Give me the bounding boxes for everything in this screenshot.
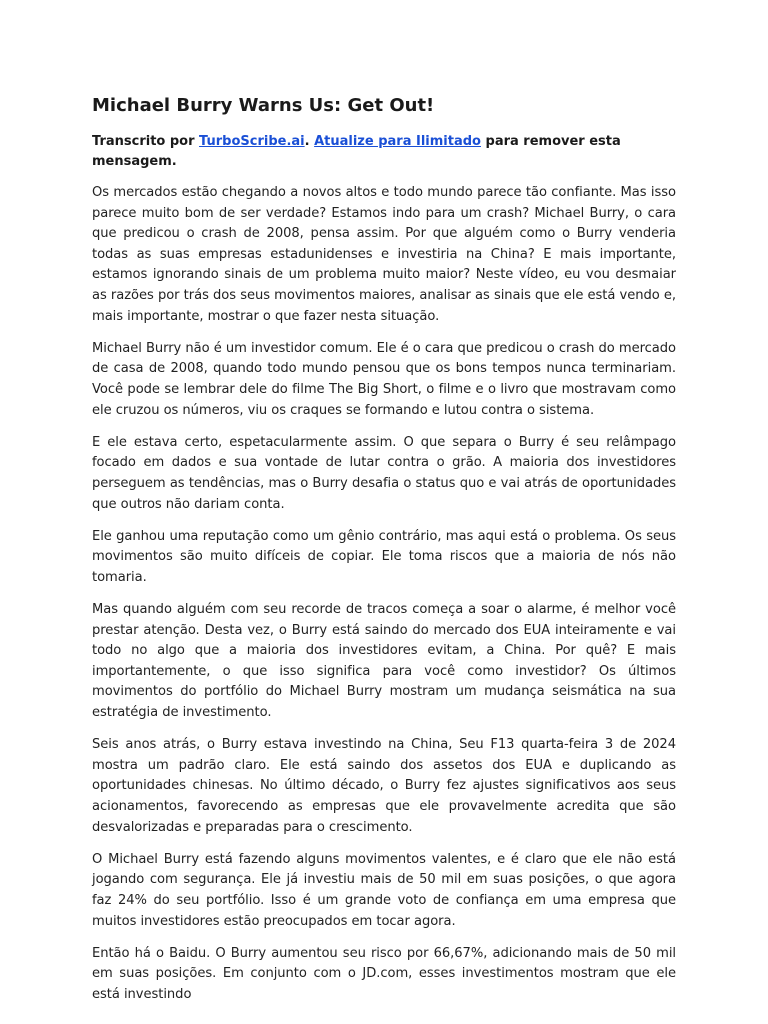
document-title: Michael Burry Warns Us: Get Out! (92, 95, 435, 116)
paragraph-8: Então há o Baidu. O Burry aumentou seu risco por 66,67%, adicionando mais de 50 mil em suas posições. Em conjunto com o JD.com, esses investimentos mostram que ele está investindo (92, 945, 676, 1002)
paragraph-2: Michael Burry não é um investidor comum. Ele é o cara que predicou o crash do mercado de casa de 2008, quando todo mundo pensou que os bons tempos nunca terminariam. Você pode se lembrar dele do filme The Big Short, o filme e o livro que mostravam como ele cruzou os números, viu os craques se formando e lutou contra o sistema. (92, 340, 676, 418)
paragraph-6: Seis anos atrás, o Burry estava investindo na China, Seu F13 quarta-feira 3 de 2024 mostra um padrão claro. Ele está saindo dos assetos dos EUA e duplicando as oportunidades chinesas. No último décado, o Burry fez ajustes significativos aos seus acionamentos, favorecendo as empresas que ele provavelmente acredita que são desvalorizadas e preparadas para o crescimento. (92, 737, 676, 835)
turboscribe-link[interactable]: TurboScribe.ai (199, 134, 305, 149)
paragraph-1: Os mercados estão chegando a novos altos e todo mundo parece tão confiante. Mas isso parece muito bom de ser verdade? Estamos indo para um crash? Michael Burry, o cara que predicou o crash de 2008, pensa assim. Por que alguém como o Burry venderia todas as suas empresas estadunidenses e investiria na China? E mais importante, estamos ignorando sinais de um problema muito maior? Neste vídeo, eu vou desmaiar as razões por trás dos seus movimentos maiores, analisar as sinais que ele está vendo e, mais importante, mostrar o que fazer nesta situação. (92, 185, 676, 324)
paragraph-4: Ele ganhou uma reputação como um gênio contrário, mas aqui está o problema. Os seus movimentos são muito difíceis de copiar. Ele toma riscos que a maioria de nós não tomaria. (92, 528, 676, 585)
document-page (92, 94, 676, 1017)
paragraph-7: O Michael Burry está fazendo alguns movimentos valentes, e é claro que ele não está jogando com segurança. Ele já investiu mais de 50 mil em suas posições, o que agora faz 24% do seu portfólio. Isso é um grande voto de confiança em uma empresa que muitos investidores estão preocupados em tocar agora. (92, 851, 676, 929)
notice-suffix: para remover esta mensagem. (92, 134, 621, 169)
upgrade-unlimited-link[interactable]: Atualize para Ilimitado (314, 134, 481, 149)
paragraph-5: Mas quando alguém com seu recorde de tracos começa a soar o alarme, é melhor você prestar atenção. Desta vez, o Burry está saindo do mercado dos EUA inteiramente e vai todo no algo que a maioria dos investidores evitam, a China. Por quê? E mais importantemente, o que isso significa para você como investidor? Os últimos movimentos do portfólio do Michael Burry mostram um mudança seismática na sua estratégia de investimento. (92, 602, 676, 721)
transcription-notice (92, 132, 676, 172)
paragraph-3: E ele estava certo, espetacularmente assim. O que separa o Burry é seu relâmpago focado em dados e sua vontade de lutar contra o grão. A maioria dos investidores perseguem as tendências, mas o Burry desafia o status quo e vai atrás de oportunidades que outros não dariam conta. (92, 434, 676, 512)
notice-prefix: Transcrito por (92, 134, 200, 149)
notice-separator: . (304, 134, 315, 149)
